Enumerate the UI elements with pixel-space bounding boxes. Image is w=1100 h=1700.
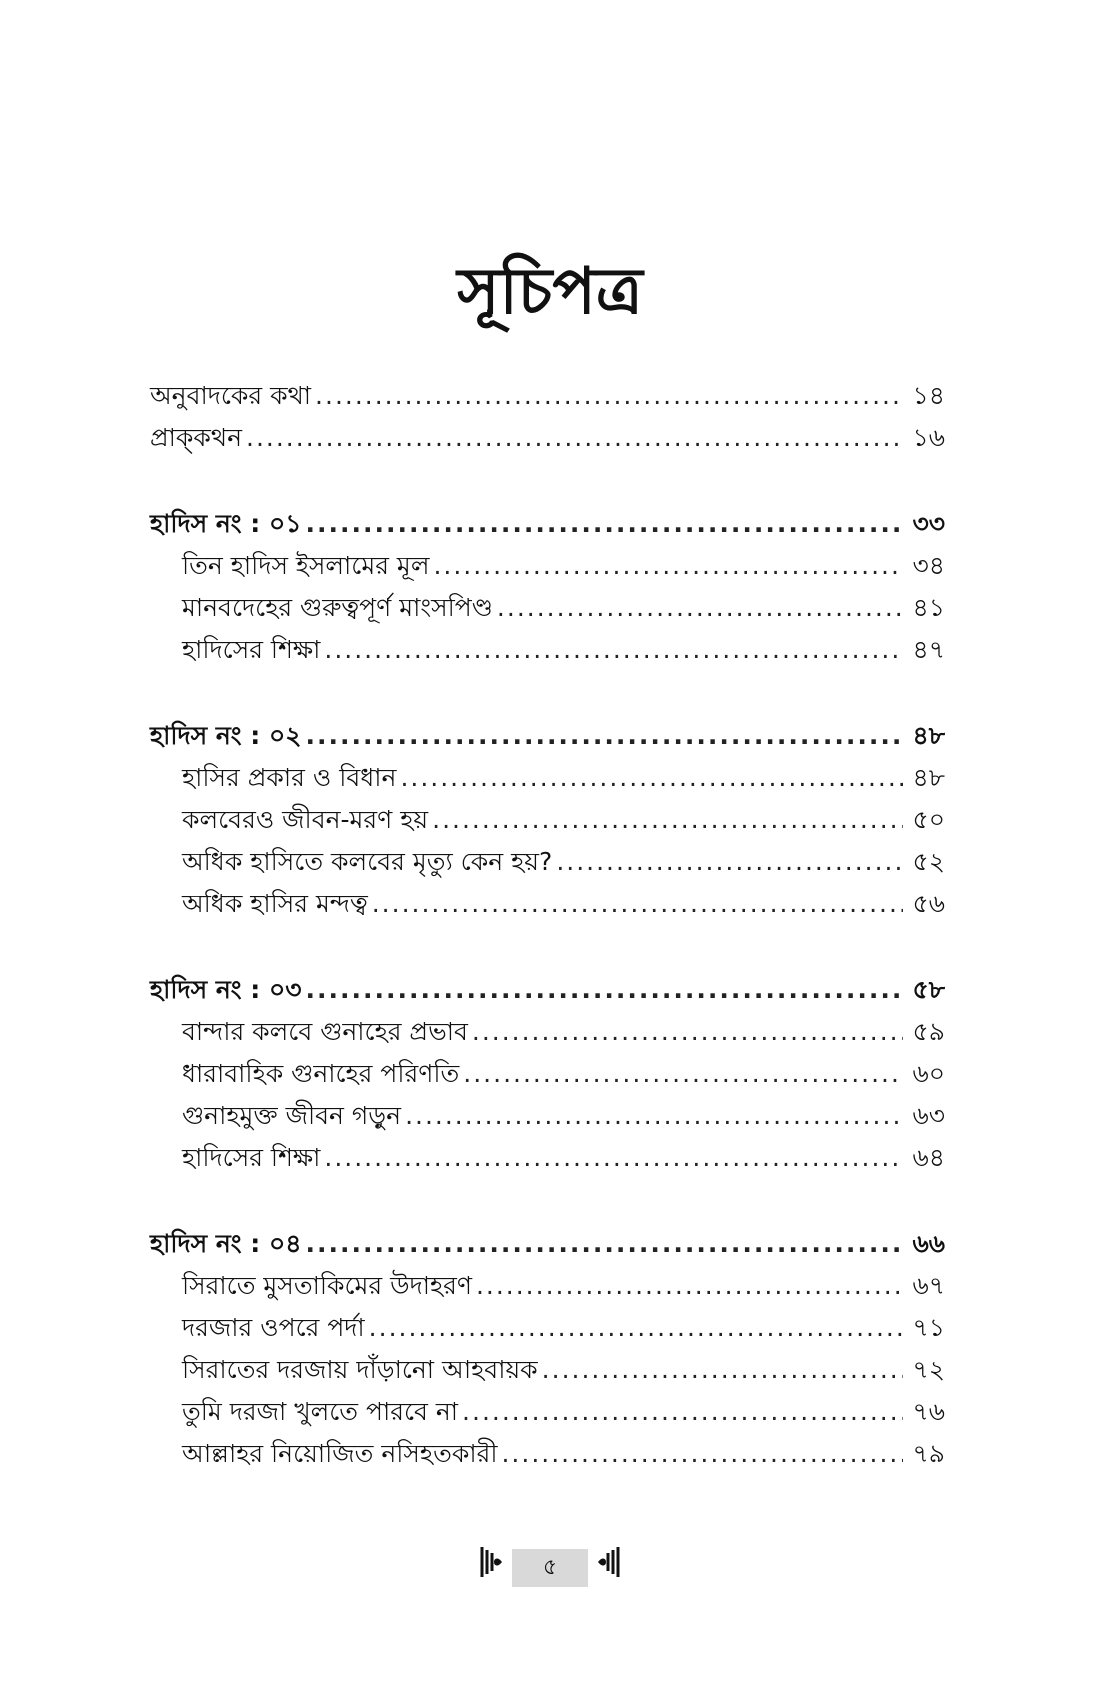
toc-entry-page: ৪৮ (912, 763, 945, 792)
toc-entry-page: ৬৪ (912, 1143, 945, 1172)
toc-entry (150, 1265, 945, 1307)
toc-heading-label: হাদিস নং : ০১ (150, 509, 302, 538)
floral-ornament-icon (478, 1545, 504, 1590)
toc-entry-page: ৭১ (912, 1313, 945, 1342)
toc-entry-page: ৫০ (912, 805, 945, 834)
toc-entry-page: ৭৯ (912, 1439, 945, 1468)
toc-entry-page: ৭২ (912, 1355, 945, 1384)
dot-leader (472, 1011, 903, 1053)
toc-section-hadith-04 (150, 1223, 945, 1475)
dot-leader (432, 799, 903, 841)
toc-entry (150, 1307, 945, 1349)
page-footer (0, 1545, 1100, 1590)
toc-heading-label: হাদিস নং : ০৪ (150, 1229, 302, 1258)
toc-entry (150, 799, 945, 841)
toc-entry (150, 883, 945, 925)
toc-entry (150, 757, 945, 799)
toc-entry-label: অধিক হাসির মন্দত্ব (182, 889, 368, 918)
toc-entry-label: বান্দার কলবে গুনাহের প্রভাব (182, 1017, 468, 1046)
toc-entry-label: আল্লাহর নিয়োজিত নসিহতকারী (182, 1439, 498, 1468)
toc-entry (150, 1095, 945, 1137)
dot-leader (463, 1053, 903, 1095)
table-of-contents (150, 375, 945, 1475)
toc-entry-label: কলবেরও জীবন-মরণ হয় (182, 805, 429, 834)
toc-entry-page: ৪৭ (912, 635, 945, 664)
toc-entry-page: ১৬ (912, 423, 945, 452)
floral-ornament-icon (596, 1545, 622, 1590)
toc-section-hadith-03 (150, 969, 945, 1179)
dot-leader (542, 1349, 903, 1391)
toc-entry (150, 1349, 945, 1391)
toc-entry (150, 417, 945, 459)
dot-leader (305, 1223, 903, 1265)
toc-entry (150, 587, 945, 629)
toc-entry-page: ৭৬ (912, 1397, 945, 1426)
toc-heading-page: ৪৮ (912, 721, 945, 750)
toc-entry-label: হাদিসের শিক্ষা (182, 1143, 321, 1172)
toc-entry (150, 1053, 945, 1095)
toc-entry (150, 545, 945, 587)
toc-entry-page: ৫২ (912, 847, 945, 876)
toc-entry-label: ধারাবাহিক গুনাহের পরিণতি (182, 1059, 460, 1088)
toc-entry (150, 1011, 945, 1053)
toc-entry-label: অনুবাদকের কথা (150, 381, 312, 410)
toc-entry-page: ৬০ (912, 1059, 945, 1088)
toc-entry-page: ৩৪ (912, 551, 945, 580)
toc-entry (150, 1137, 945, 1179)
toc-entry-label: গুনাহমুক্ত জীবন গড়ুন (182, 1101, 402, 1130)
toc-entry-label: হাদিসের শিক্ষা (182, 635, 321, 664)
toc-entry-label: দরজার ওপরে পর্দা (182, 1313, 365, 1342)
toc-entry (150, 629, 945, 671)
toc-entry-label: সিরাতে মুসতাকিমের উদাহরণ (182, 1271, 472, 1300)
toc-entry-page: ১৪ (912, 381, 945, 410)
toc-heading-label: হাদিস নং : ০২ (150, 721, 302, 750)
page-number: ৫ (512, 1549, 588, 1587)
dot-leader (372, 883, 903, 925)
dot-leader (315, 375, 903, 417)
toc-entry-label: তুমি দরজা খুলতে পারবে না (182, 1397, 459, 1426)
dot-leader (324, 1137, 903, 1179)
toc-entry-label: অধিক হাসিতে কলবের মৃত্যু কেন হয়? (182, 847, 553, 876)
dot-leader (306, 969, 904, 1011)
toc-entry-label: প্রাক্‌কথন (150, 423, 243, 452)
toc-heading-page: ৩৩ (912, 509, 945, 538)
toc-entry-label: সিরাতের দরজায় দাঁড়ানো আহবায়ক (182, 1355, 538, 1384)
toc-entry (150, 375, 945, 417)
dot-leader (400, 757, 903, 799)
toc-intro-group (150, 375, 945, 459)
toc-section-hadith-01 (150, 503, 945, 671)
toc-heading-label: হাদিস নং : ০৩ (150, 975, 302, 1004)
toc-entry-page: ৬৭ (912, 1271, 945, 1300)
toc-section-heading (150, 715, 945, 757)
toc-heading-page: ৫৮ (912, 975, 945, 1004)
toc-entry-page: ৪১ (912, 593, 945, 622)
page-title: সূচিপত্র (457, 255, 643, 329)
dot-leader (501, 1433, 903, 1475)
dot-leader (497, 587, 903, 629)
dot-leader (462, 1391, 903, 1433)
toc-section-heading (150, 503, 945, 545)
dot-leader (246, 417, 903, 459)
toc-entry-label: মানবদেহের গুরুত্বপূর্ণ মাংসপিণ্ড (182, 593, 493, 622)
dot-leader (369, 1307, 903, 1349)
toc-section-heading (150, 969, 945, 1011)
dot-leader (405, 1095, 903, 1137)
toc-entry (150, 841, 945, 883)
toc-entry (150, 1433, 945, 1475)
dot-leader (433, 545, 903, 587)
dot-leader (556, 841, 903, 883)
dot-leader (305, 503, 903, 545)
toc-entry-label: তিন হাদিস ইসলামের মূল (182, 551, 430, 580)
dot-leader (476, 1265, 903, 1307)
dot-leader (306, 715, 904, 757)
toc-section-hadith-02 (150, 715, 945, 925)
toc-entry-label: হাসির প্রকার ও বিধান (182, 763, 397, 792)
toc-heading-page: ৬৬ (912, 1229, 945, 1258)
toc-entry (150, 1391, 945, 1433)
dot-leader (324, 629, 903, 671)
toc-entry-page: ৫৬ (912, 889, 945, 918)
toc-entry-page: ৫৯ (912, 1017, 945, 1046)
toc-entry-page: ৬৩ (912, 1101, 945, 1130)
toc-section-heading (150, 1223, 945, 1265)
